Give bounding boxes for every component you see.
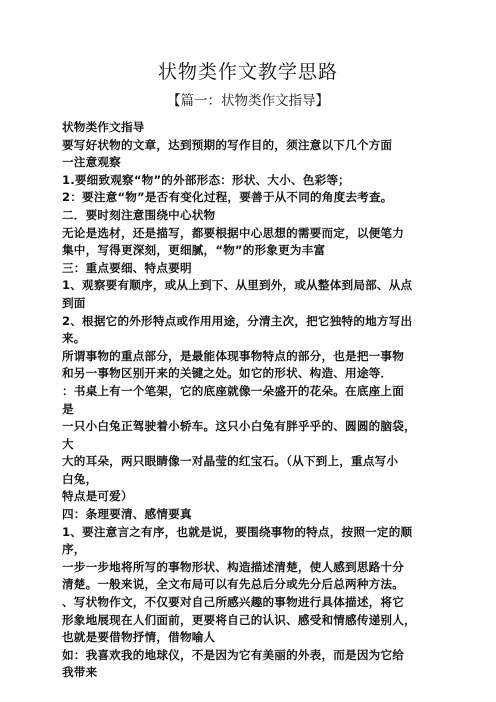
body-line: 白兔， xyxy=(62,471,98,486)
body-line: 集中，写得更深刻，更细腻，“物”的形象更为丰富 xyxy=(62,243,326,258)
body-line: 特点是可爱） xyxy=(62,489,133,504)
body-line: 大 xyxy=(62,436,74,451)
body-line: 是 xyxy=(62,401,74,416)
body-line: 如：我喜欢我的地球仪，不是因为它有美丽的外表，而是因为它给 xyxy=(62,647,405,662)
body-line: 状物类作文指导 xyxy=(62,120,145,134)
body-line: 也就是要借物抒情，借物喻人 xyxy=(62,630,216,645)
body-line: 所谓事物的重点部分，是最能体现事物特点的部分，也是把一事物 xyxy=(62,348,405,363)
body-line: 到面 xyxy=(62,295,86,310)
body-line: 和另一事物区别开来的关键之处。如它的形状、构造、用途等． xyxy=(62,366,393,381)
body-line: 三：重点要细、特点要明 xyxy=(62,260,192,275)
body-line: 1、要注意言之有序，也就是说，要围绕事物的特点，按照一定的顺 xyxy=(62,524,413,539)
body-line: 形象地展现在人们面前，更要将自己的认识、感受和情感传递别人， xyxy=(62,612,416,627)
body-line: 2：要注意“物”是否有变化过程，要善于从不同的角度去考查。 xyxy=(62,190,393,205)
body-line: ：书桌上有一个笔架，它的底座就像一朵盛开的花朵。在底座上面 xyxy=(62,383,405,398)
body-line: 一步一步地将所写的事物形状、构造描述清楚，使人感到思路十分 xyxy=(62,559,405,574)
body-line: 四：条理要清、感情要真 xyxy=(62,507,192,522)
body-line: 2、根据它的外形特点或作用用途，分清主次，把它独特的地方写出 xyxy=(62,313,413,328)
body-line: 1、观察要有顺序，或从上到下、从里到外，或从整体到局部、从点 xyxy=(62,278,413,293)
body-line: 、写状物作文，不仅要对自己所感兴趣的事物进行具体描述，将它 xyxy=(62,595,405,610)
body-line: 一只小白兔正驾驶着小轿车。这只小白兔有胖乎乎的、圆圆的脑袋， xyxy=(62,419,416,434)
body-line: 大的耳朵，两只眼睛像一对晶莹的红宝石。（从下到上，重点写小 xyxy=(62,454,399,469)
document-subtitle: 【篇一：状物类作文指导】 xyxy=(167,93,329,109)
body-line: 一注意观察 xyxy=(62,155,121,170)
body-line: 我带来 xyxy=(62,665,98,680)
document-title: 状物类作文教学思路 xyxy=(157,61,338,83)
body-line: 1.要细致观察“物”的外部形态：形状、大小、色彩等； xyxy=(62,172,350,187)
body-line: 序， xyxy=(62,542,86,557)
body-line: 清楚。一般来说，全文布局可以有先总后分或先分后总两种方法。 xyxy=(62,577,405,592)
body-line: 要写好状物的文章，达到预期的写作目的，须注意以下几个方面 xyxy=(62,137,393,152)
body-line: 二．要时刻注意围绕中心状物 xyxy=(62,207,216,222)
body-line: 无论是选材，还是描写，都要根据中心思想的需要而定，以便笔力 xyxy=(62,225,405,240)
document-body xyxy=(62,119,446,682)
body-line: 来。 xyxy=(62,331,86,346)
